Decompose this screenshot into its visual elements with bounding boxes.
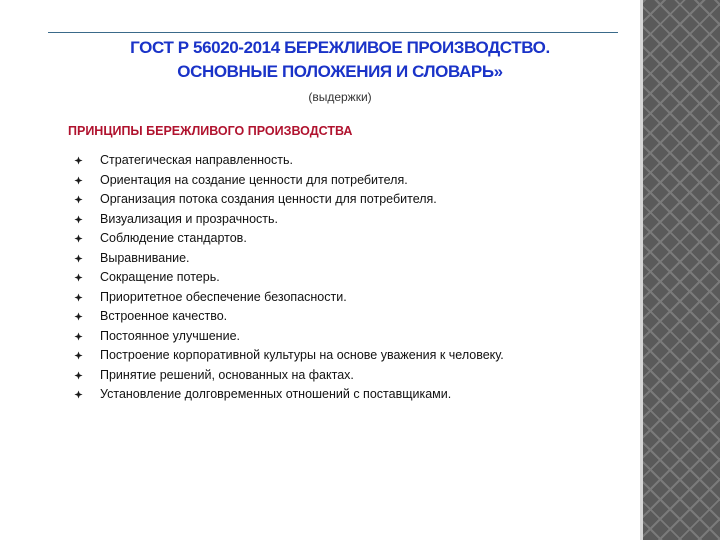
principle-text: Организация потока создания ценности для потребителя. — [100, 192, 437, 206]
diamond-bullet-icon — [74, 390, 83, 399]
diamond-bullet-icon — [74, 195, 83, 204]
side-panel-edge — [640, 0, 643, 540]
top-divider — [48, 32, 618, 33]
principle-text: Соблюдение стандартов. — [100, 231, 247, 245]
principle-text: Установление долговременных отношений с поставщиками. — [100, 387, 452, 401]
diamond-bullet-icon — [74, 234, 83, 243]
decorative-side-panel — [640, 0, 720, 540]
principle-text: Выравнивание. — [100, 250, 190, 265]
slide-title — [60, 36, 620, 84]
diamond-bullet-icon — [74, 254, 83, 263]
slide-title-line-2: ОСНОВНЫЕ ПОЛОЖЕНИЯ И СЛОВАРЬ» — [177, 62, 503, 81]
principle-text: Сокращение потерь. — [100, 270, 220, 284]
principle-text: Визуализация и прозрачность. — [100, 211, 278, 226]
diamond-bullet-icon — [74, 312, 83, 321]
principle-text: Ориентация на создание ценности для потребителя. — [100, 172, 408, 187]
section-heading: ПРИНЦИПЫ БЕРЕЖЛИВОГО ПРОИЗВОДСТВА — [68, 124, 353, 138]
slide-subtitle: (выдержки) — [308, 90, 372, 104]
principle-text: Постоянное улучшение. — [100, 328, 240, 343]
diamond-bullet-icon — [74, 293, 83, 302]
diamond-bullet-icon — [74, 273, 83, 282]
principle-text: Встроенное качество. — [100, 309, 228, 323]
slide-title-line-1: ГОСТ Р 56020-2014 БЕРЕЖЛИВОЕ ПРОИЗВОДСТВО. — [130, 38, 550, 57]
diamond-bullet-icon — [74, 351, 83, 360]
diamond-bullet-icon — [74, 332, 83, 341]
diamond-bullet-icon — [74, 176, 83, 185]
principle-text: Стратегическая направленность. — [100, 153, 293, 167]
diamond-bullet-icon — [74, 215, 83, 224]
diamond-bullet-icon — [74, 371, 83, 380]
principle-text: Принятие решений, основанных на фактах. — [100, 367, 354, 382]
diamond-bullet-icon — [74, 156, 83, 165]
principle-text: Приоритетное обеспечение безопасности. — [100, 289, 347, 304]
principle-text: Построение корпоративной культуры на основе уважения к человеку. — [100, 348, 504, 362]
